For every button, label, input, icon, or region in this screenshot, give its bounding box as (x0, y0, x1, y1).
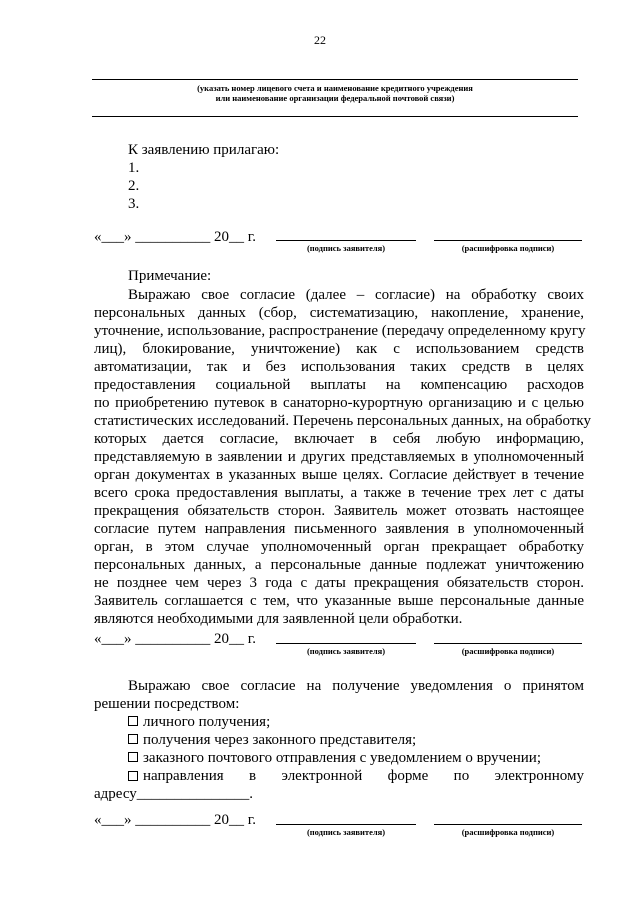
notification-line: решении посредством: (94, 696, 240, 712)
option-personal: личного получения; (128, 713, 270, 731)
note-paragraph (94, 286, 591, 628)
note-line: Заявитель соглашается с тем, что указанные выше персональные данные (94, 593, 584, 609)
attachment-item: 2. (128, 178, 140, 194)
date-day: «___» (94, 812, 132, 828)
transcript-caption: (расшифровка подписи) (461, 646, 555, 656)
note-line: Выражаю свое согласие (далее – согласие) на обработку своих (128, 287, 584, 303)
account-caption-2: или наименование организации федеральной почтовой связи) (215, 93, 455, 103)
signature-line (276, 240, 416, 241)
signature-caption: (подпись заявителя) (306, 243, 386, 253)
signature-caption: (подпись заявителя) (306, 646, 386, 656)
note-line: всего срока предоставления выплаты, а также в течение трех лет с даты (94, 485, 584, 501)
notification-line: Выражаю свое согласие на получение уведомления о принятом (128, 678, 584, 694)
page-number: 22 (314, 33, 326, 47)
option-electronic: направления в электронной форме по электронному (128, 767, 584, 785)
attachments-title: К заявлению прилагаю: (128, 142, 280, 158)
date-month: __________ (135, 229, 211, 245)
date-field (94, 811, 256, 829)
signature-line (276, 643, 416, 644)
checkbox-icon[interactable] (128, 716, 138, 726)
attachment-item: 3. (128, 196, 140, 212)
date-day: «___» (94, 229, 132, 245)
transcript-line (434, 643, 582, 644)
note-line: орган, в этом случае уполномоченный орган прекращает обработку (94, 539, 584, 555)
note-line: статистических исследований. Перечень персональных данных, на обработку (94, 413, 591, 429)
date-month: __________ (135, 631, 211, 647)
checkbox-icon[interactable] (128, 771, 138, 781)
account-line (92, 79, 578, 80)
electronic-address: адресу_______________. (94, 786, 254, 802)
signature-caption: (подпись заявителя) (306, 827, 386, 837)
date-year: 20__ г. (214, 812, 256, 828)
note-line: персональных данных, а персональные данные подлежат уничтожению (94, 557, 584, 573)
note-line: орган документах в указанных выше целях. Согласие действует в течение (94, 467, 584, 483)
note-line: персональных данных (сбор, систематизацию, накопление, хранение, (94, 305, 584, 321)
option-representative: получения через законного представителя; (128, 731, 416, 749)
transcript-line (434, 824, 582, 825)
date-month: __________ (135, 812, 211, 828)
note-line: представляемую в заявлении и других представляемых в уполномоченный (94, 449, 584, 465)
attachment-item: 1. (128, 160, 140, 176)
transcript-caption: (расшифровка подписи) (461, 827, 555, 837)
note-line: которых дается согласие, включает в себя любую информацию, (94, 431, 584, 447)
account-caption-1: (указать номер лицевого счета и наименование кредитного учреждения (197, 83, 473, 93)
note-line: лиц), блокирование, уничтожение) как с использованием средств (94, 341, 584, 357)
date-field (94, 630, 256, 648)
note-line: не позднее чем через 3 года с даты прекращения обязательств сторон. (94, 575, 584, 591)
note-line: по приобретению путевок в санаторно-курортную организацию и с целью (94, 395, 584, 411)
note-line: автоматизации, так и без использования таких средств в целях (94, 359, 584, 375)
account-line-2 (92, 116, 578, 117)
notification-paragraph (94, 677, 584, 713)
note-line: уточнение, использование, распространение (передачу определенному кругу (94, 323, 586, 339)
option-registered-mail: заказного почтового отправления с уведомлением о вручении; (128, 749, 541, 767)
note-title: Примечание: (128, 268, 212, 284)
checkbox-icon[interactable] (128, 752, 138, 762)
date-year: 20__ г. (214, 229, 256, 245)
transcript-line (434, 240, 582, 241)
transcript-caption: (расшифровка подписи) (461, 243, 555, 253)
note-line: прекращения обязательств сторон. Заявитель может отозвать настоящее (94, 503, 584, 519)
checkbox-icon[interactable] (128, 734, 138, 744)
signature-line (276, 824, 416, 825)
note-line: согласие путем направления письменного заявления в уполномоченный (94, 521, 584, 537)
note-line: являются необходимыми для заявленной цели обработки. (94, 611, 463, 627)
date-year: 20__ г. (214, 631, 256, 647)
date-field (94, 228, 256, 246)
date-day: «___» (94, 631, 132, 647)
note-line: предоставления социальной выплаты на компенсацию расходов (94, 377, 584, 393)
